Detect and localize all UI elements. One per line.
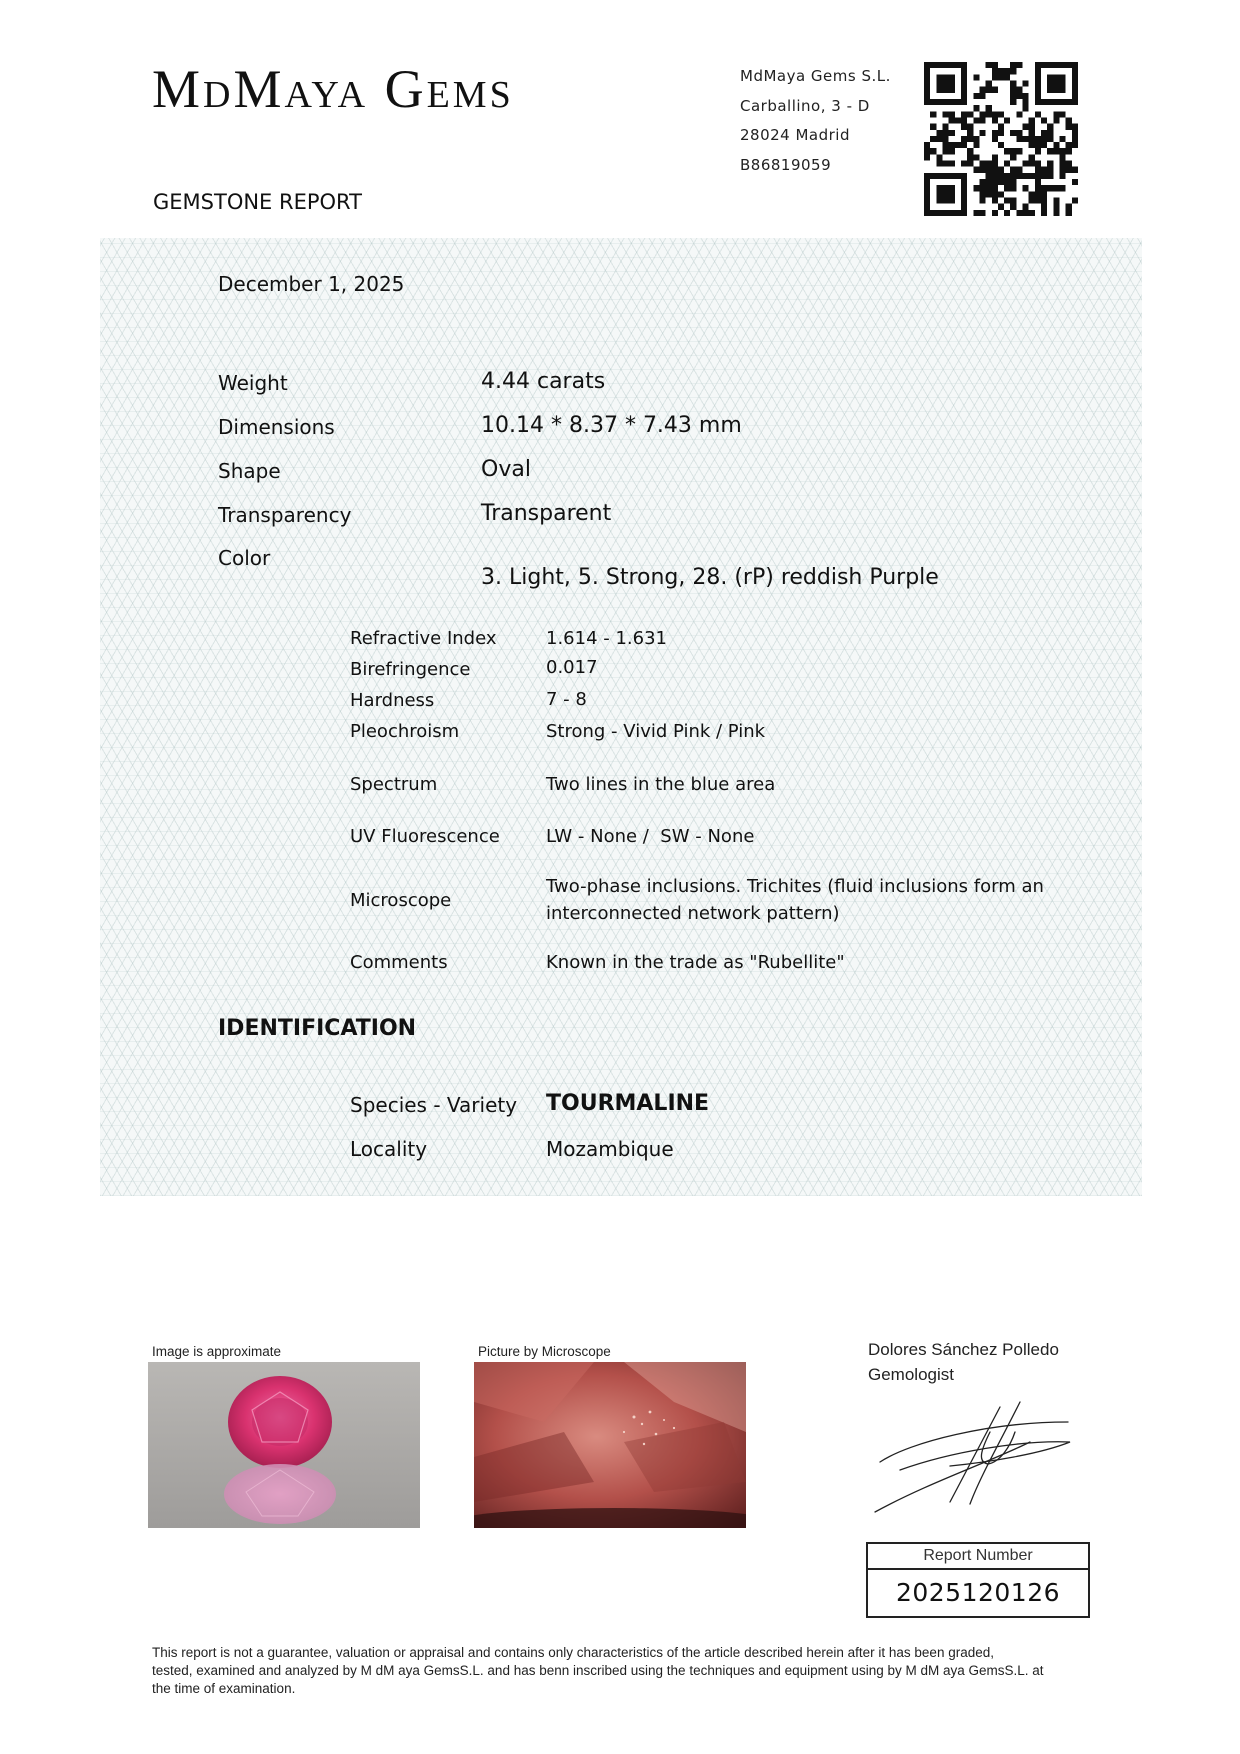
locality-value: Mozambique	[546, 1137, 674, 1161]
locality-label: Locality	[350, 1137, 428, 1161]
spectrum-value: Two lines in the blue area	[546, 774, 776, 795]
birefringence-value: 0.017	[546, 657, 598, 678]
species-variety-value: TOURMALINE	[546, 1091, 710, 1116]
transparency-label: Transparency	[218, 503, 352, 527]
shape-label: Shape	[218, 459, 281, 483]
company-street: Carballino, 3 - D	[740, 96, 870, 115]
qr-code-icon	[924, 62, 1078, 216]
microscope-label: Microscope	[350, 890, 452, 911]
weight-value: 4.44 carats	[481, 369, 606, 394]
microscope-image-caption: Picture by Microscope	[478, 1344, 611, 1359]
dimensions-value: 10.14 * 8.37 * 7.43 mm	[481, 413, 742, 438]
refractive-index-label: Refractive Index	[350, 628, 497, 649]
microscope-value-line1: Two-phase inclusions. Trichites (fluid inclusions form an	[546, 876, 1044, 897]
comments-label: Comments	[350, 952, 448, 973]
pleochroism-label: Pleochroism	[350, 721, 460, 742]
company-address-block	[740, 62, 891, 180]
uv-fluorescence-label: UV Fluorescence	[350, 826, 500, 847]
uv-fluorescence-value: LW - None / SW - None	[546, 826, 755, 847]
gemologist-name: Dolores Sánchez Polledo	[868, 1340, 1059, 1359]
gem-image-caption: Image is approximate	[152, 1344, 282, 1359]
report-number-box	[866, 1542, 1090, 1618]
shape-value: Oval	[481, 457, 531, 482]
weight-label: Weight	[218, 371, 288, 395]
company-city: 28024 Madrid	[740, 126, 850, 144]
disclaimer-line-3: the time of examination.	[152, 1681, 296, 1696]
company-logo: MdMaya Gems	[152, 59, 514, 119]
disclaimer-line-1: This report is not a guarantee, valuation or appraisal and contains only characteristics of the article described herein after it has been graded,	[152, 1645, 994, 1660]
pleochroism-value: Strong - Vivid Pink / Pink	[546, 721, 766, 742]
comments-value: Known in the trade as "Rubellite"	[546, 952, 845, 973]
hardness-value: 7 - 8	[546, 689, 587, 710]
report-number-value: 2025120126	[895, 1578, 1061, 1607]
spectrum-label: Spectrum	[350, 774, 438, 795]
identification-heading: IDENTIFICATION	[218, 1016, 417, 1041]
transparency-value: Transparent	[481, 501, 612, 526]
dimensions-label: Dimensions	[218, 415, 335, 439]
color-label: Color	[218, 546, 271, 570]
report-number-label: Report Number	[868, 1544, 1088, 1570]
refractive-index-value: 1.614 - 1.631	[546, 628, 667, 649]
birefringence-label: Birefringence	[350, 659, 471, 680]
gemstone-photo	[148, 1362, 420, 1528]
disclaimer-line-2: tested, examined and analyzed by M dM aya GemsS.L. and has benn inscribed using the techniques and equipment using by M dM aya GemsS.L. at	[152, 1663, 1044, 1678]
disclaimer-text	[152, 1644, 1087, 1698]
company-name: MdMaya Gems S.L.	[740, 67, 891, 85]
microscope-value-line2: interconnected network pattern)	[546, 903, 840, 924]
gemologist-title: Gemologist	[868, 1365, 954, 1384]
signature-image	[870, 1392, 1080, 1522]
microscope-photo	[474, 1362, 746, 1528]
report-title: GEMSTONE REPORT	[153, 190, 362, 214]
color-value: 3. Light, 5. Strong, 28. (rP) reddish Purple	[481, 565, 939, 590]
report-date: December 1, 2025	[218, 272, 405, 296]
company-tax-id: B86819059	[740, 155, 832, 174]
species-variety-label: Species - Variety	[350, 1093, 518, 1117]
hardness-label: Hardness	[350, 690, 435, 711]
